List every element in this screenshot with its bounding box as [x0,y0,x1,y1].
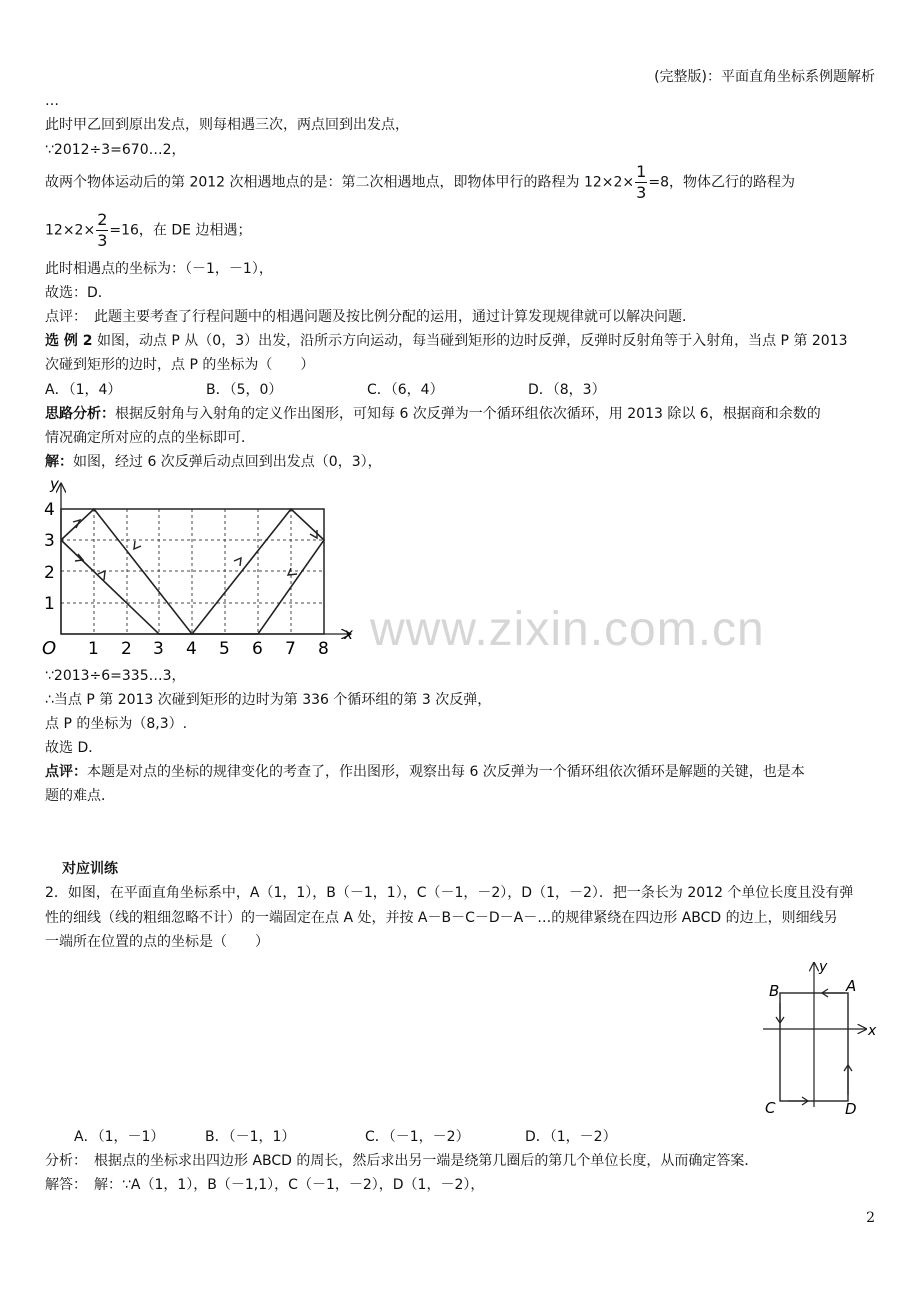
problem-2-answer: 解答： 解：∵A（1，1），B（－1,1），C（－1，－2），D（1，－2）， [45,1177,485,1193]
analysis-line-1 [45,405,821,423]
fraction-numerator: 1 [636,162,647,181]
text-line-4-before: 12×2× [45,222,96,239]
example-2-label: 选 例 2 [45,333,93,349]
option-d: D．（1，－2） [525,1129,617,1145]
point-c-label: C [765,1099,776,1117]
review-line-2: 题的难点． [45,788,115,804]
text-line-1: 此时甲乙回到原出发点，则每相遇三次，两点回到出发点， [45,117,409,133]
x-tick-label: 4 [186,639,197,659]
reflection-figure [38,476,358,660]
point-d-label: D [845,1100,857,1118]
example-2-line-2: 次碰到矩形的边时，点 P 的坐标为（ ） [45,357,315,373]
fraction-two-thirds [96,210,108,251]
option-a: A．（1，－1） [74,1129,165,1145]
problem-2-analysis: 分析： 根据点的坐标求出四边形 ABCD 的周长，然后求出另一端是绕第几圈后的第几个单位长度，从而确定答案． [45,1153,759,1169]
text-line-3-after: =8，物体乙行的路程为 [648,174,795,191]
y-axis-label: y [50,476,59,493]
solution-line-2: ∵2013÷6=335…3， [45,668,186,684]
text-line-3-before: 故两个物体运动后的第 2012 次相遇地点的是：第二次相遇地点，即物体甲行的路程为 12×2× [45,174,635,191]
x-tick-label: 2 [121,639,132,659]
y-tick-label: 2 [44,563,55,583]
x-tick-label: 7 [285,639,296,659]
analysis-label: 思路分析： [45,406,115,422]
review-label: 点评： [45,764,87,780]
abcd-figure [758,955,883,1120]
origin-label: O [42,638,57,659]
solution-line-4: 点 P 的坐标为（8,3）. [45,716,188,732]
x-tick-label: 3 [153,639,164,659]
solution-line-1 [45,453,382,471]
analysis-line-2: 情况确定所对应的点的坐标即可． [45,430,255,446]
point-a-label: A [846,977,857,995]
review-text: 本题是对点的坐标的规律变化的考查了，作出图形，观察出每 6 次反弹为一个循环组依次循环是解题的关键，也是本 [87,764,805,780]
review-line: 点评： 此题主要考查了行程问题中的相遇问题及按比例分配的运用，通过计算发现规律就可以解决问题． [45,309,696,325]
example-2-text: 如图，动点 P 从（0，3）出发，沿所示方向运动，每当碰到矩形的边时反弹，反弹时反射角等于入射角，当点 P 第 2013 [92,333,848,349]
text-line-4 [45,210,251,251]
problem-2-line-3: 一端所在位置的点的坐标是（ ） [45,934,269,950]
option-b: B．（5，0） [206,382,283,398]
y-axis-label: y [819,959,828,975]
option-d: D．（8，3） [528,382,606,398]
x-tick-label: 8 [318,639,329,659]
fraction-denominator: 3 [97,231,108,250]
problem-2-line-2: 性的细线（线的粗细忽略不计）的一端固定在点 A 处，并按 A－B－C－D－A－…的规律紧绕在四边形 ABCD 的边上，则细线另 [45,910,838,926]
text-line-5: 此时相遇点的坐标为：（－1，－1）， [45,261,273,277]
option-b: B．（－1，1） [205,1129,296,1145]
analysis-text: 根据反射角与入射角的定义作出图形，可知每 6 次反弹为一个循环组依次循环，用 2013 除以 6，根据商和余数的 [115,406,821,422]
y-tick-label: 4 [44,500,55,520]
text-line-2: ∵2012÷3=670…2， [45,142,186,158]
option-c: C．（－1，－2） [365,1129,470,1145]
practice-title: 对应训练 [62,861,118,877]
point-b-label: B [769,982,780,1000]
watermark: www.zixin.com.cn [370,603,765,656]
x-tick-label: 5 [219,639,230,659]
x-axis-label: x [344,625,353,643]
y-tick-labels [44,500,55,614]
text-line-3 [45,162,795,203]
page-number: 2 [866,1210,875,1226]
solution-line-5: 故选 D． [45,740,103,756]
solution-line-3: ∴当点 P 第 2013 次碰到矩形的边时为第 336 个循环组的第 3 次反弹， [45,692,492,708]
x-tick-label: 6 [252,639,263,659]
solution-text: 如图，经过 6 次反弹后动点回到出发点（0，3）， [73,454,382,470]
solution-label: 解： [45,454,73,470]
option-a: A．（1，4） [45,382,122,398]
fraction-one-third [635,162,647,203]
option-c: C．（6，4） [367,382,444,398]
x-tick-label: 1 [88,639,99,659]
x-tick-labels [88,639,329,659]
text-line-4-after: =16，在 DE 边相遇； [109,222,252,239]
example-2-line-1 [45,332,848,350]
grid-lines [61,509,324,634]
text-line-6: 故选：D． [45,285,112,301]
page-header: (完整版)：平面直角坐标系例题解析 [654,69,875,85]
x-axis-label: x [868,1023,877,1039]
review-line-1 [45,763,805,781]
fraction-denominator: 3 [636,183,647,202]
y-tick-label: 3 [44,531,55,551]
ellipsis-line: … [45,93,59,109]
problem-2-line-1: 2．如图，在平面直角坐标系中，A（1，1），B（－1，1），C（－1，－2），D（1，－2）．把一条长为 2012 个单位长度且没有弹 [45,885,854,901]
fraction-numerator: 2 [97,210,108,229]
y-tick-label: 1 [44,594,55,614]
